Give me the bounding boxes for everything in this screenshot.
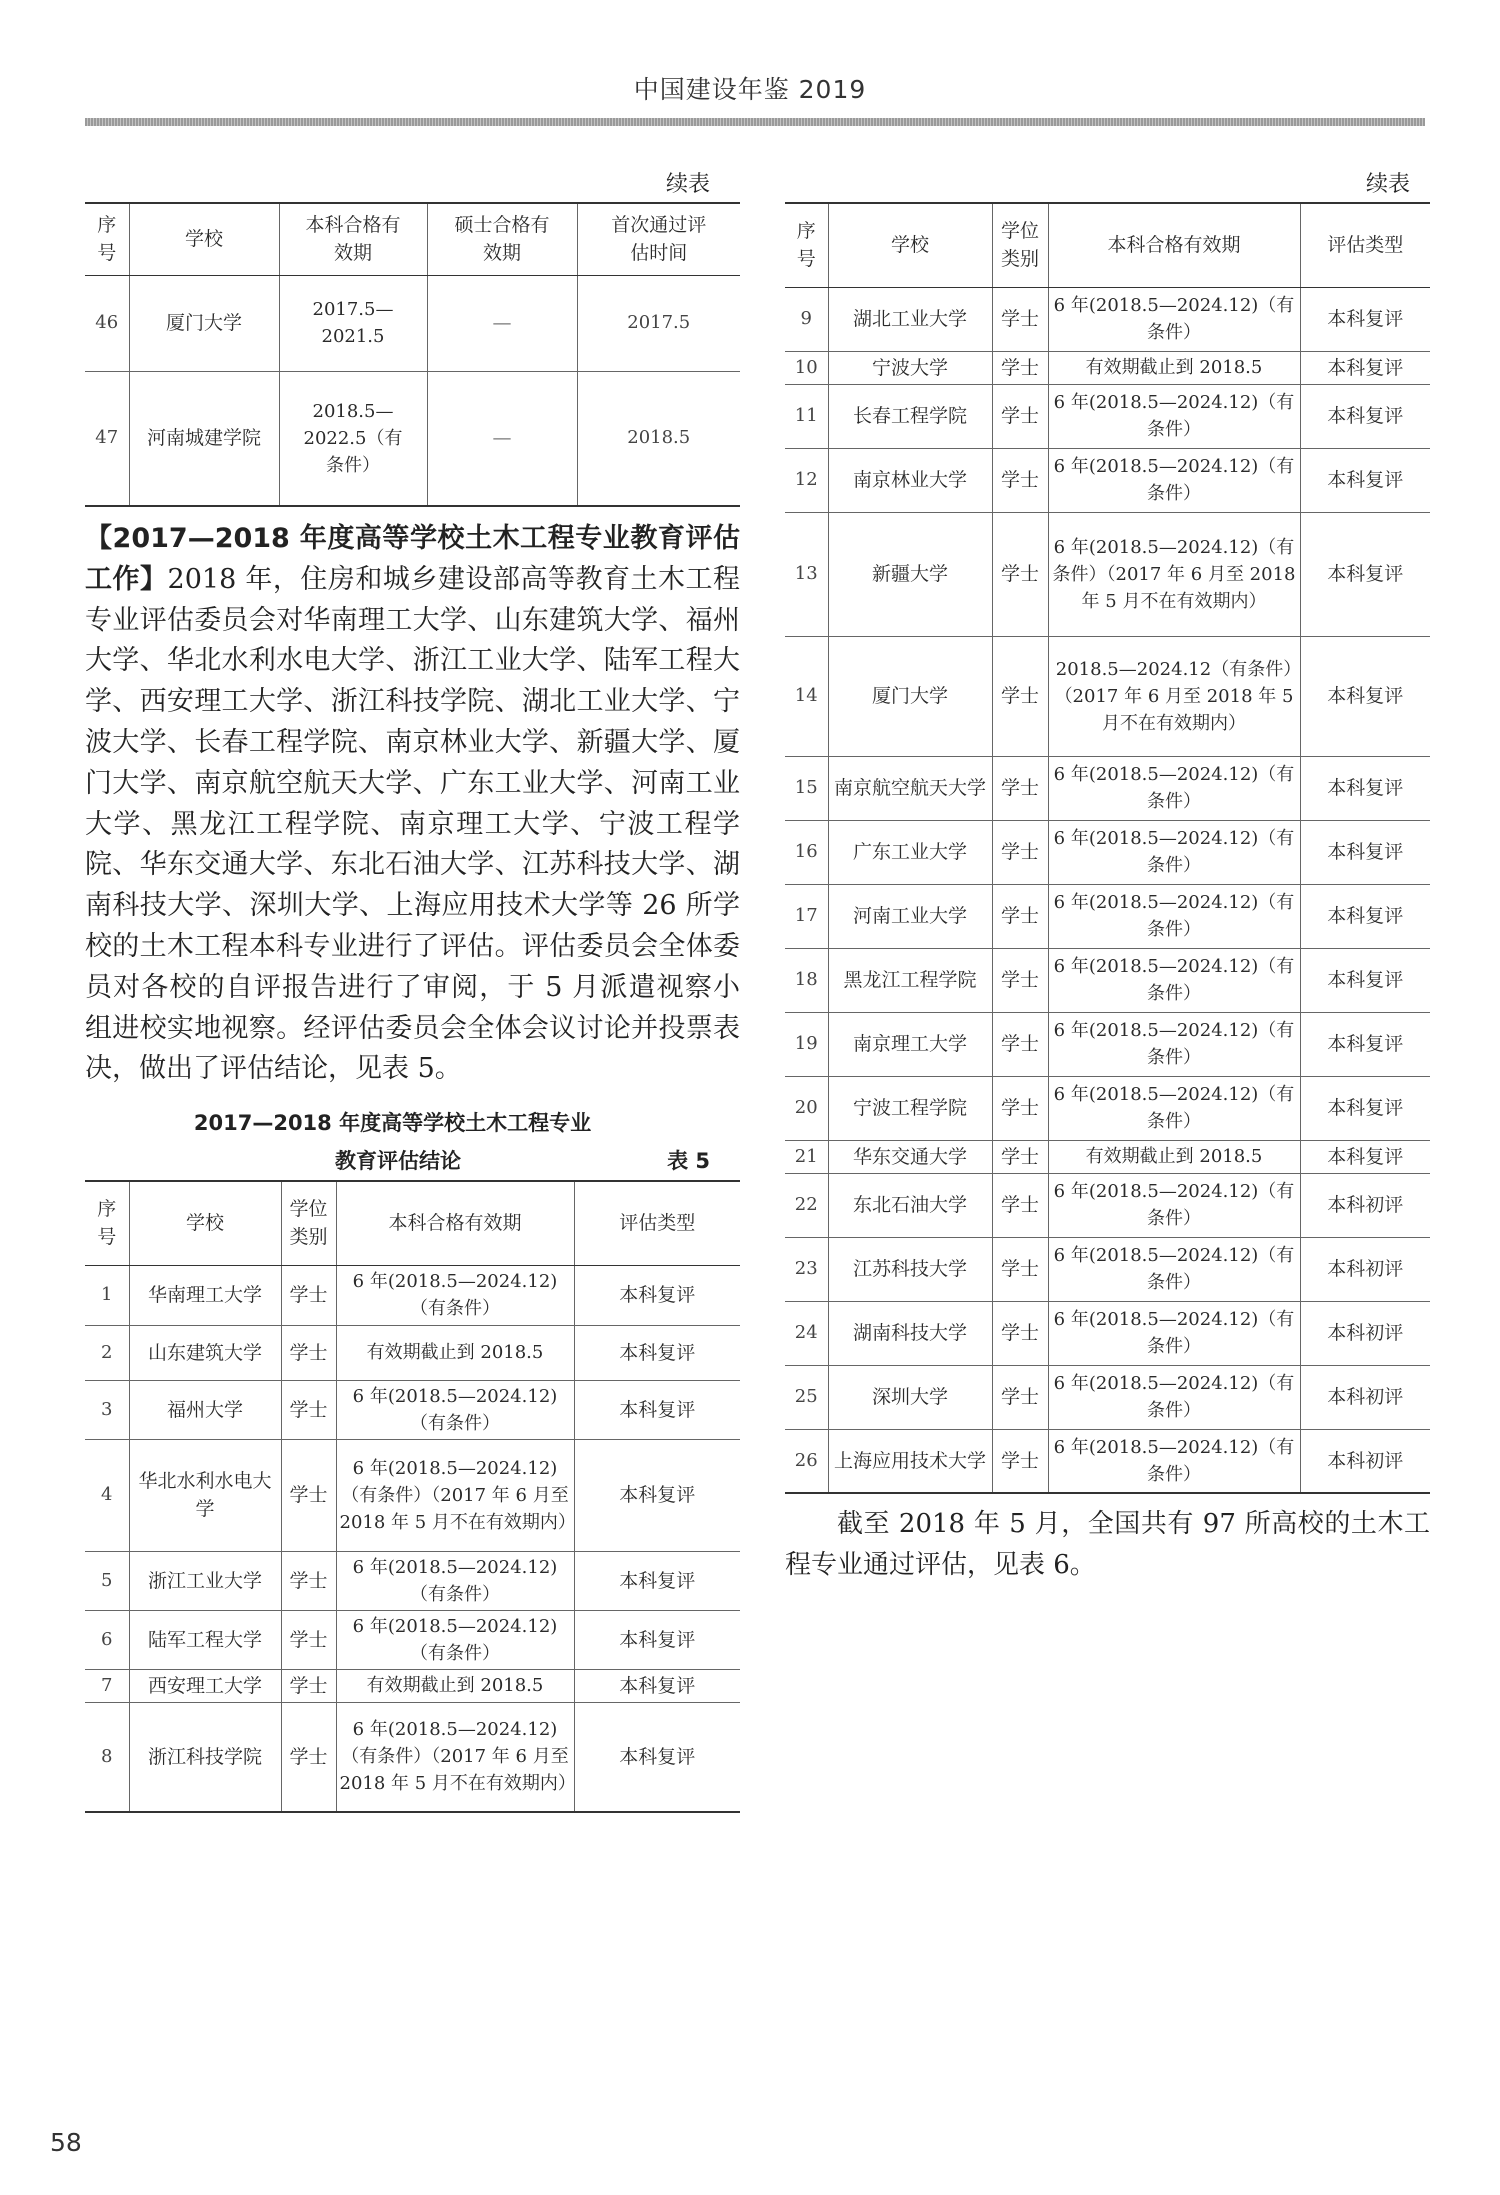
table-row [85, 1610, 740, 1669]
col-header-school: 学校 [828, 203, 992, 287]
continued-table [85, 202, 740, 507]
row-type: 本科初评 [1300, 1301, 1430, 1365]
row-degree: 学士 [281, 1325, 336, 1380]
row-first-pass: 2018.5 [577, 371, 740, 506]
row-no: 11 [785, 384, 828, 448]
row-degree: 学士 [992, 1301, 1048, 1365]
table-row [785, 1237, 1430, 1301]
table-row [85, 1325, 740, 1380]
row-period: 有效期截止到 2018.5 [336, 1325, 574, 1380]
row-type: 本科初评 [1300, 1173, 1430, 1237]
right-column [785, 168, 1430, 1586]
row-period: 6 年(2018.5—2024.12)（有条件） [1048, 1173, 1300, 1237]
col-header-school: 学校 [129, 1181, 281, 1265]
row-degree: 学士 [281, 1669, 336, 1702]
article-lead: 【2017—2018 年度高等学校土木工程专业教育评估工作】 [85, 523, 740, 595]
col-header-type: 评估类型 [1300, 203, 1430, 287]
row-school: 华南理工大学 [129, 1265, 281, 1325]
table-row [785, 1301, 1430, 1365]
article-body: 2018 年，住房和城乡建设部高等教育土木工程专业评估委员会对华南理工大学、山东建筑大学、福州大学、华北水利水电大学、浙江工业大学、陆军工程大学、西安理工大学、浙江科技学院、湖北工业大学、宁波大学、长春工程学院、南京林业大学、新疆大学、厦门大学、南京航空航天大学、广东工业大学、河南工业大学、黑龙江工程学院、南京理工大学、宁波工程学院、华东交通大学、东北石油大学、江苏科技大学、湖南科技大学、深圳大学、上海应用技术大学等 26 所学校的土木工程本科专业进行了评估。评估委员会全体委员对各校的自评报告进行了审阅，于 5 月派遣视察小组进校实地视察。经评估委员会全体会议讨论并投票表决，做出了评估结论，见表 5。 [85, 563, 740, 1085]
continued-label: 续表 [665, 172, 710, 197]
row-degree: 学士 [992, 287, 1048, 351]
table-row [85, 1702, 740, 1812]
row-period: 6 年(2018.5—2024.12)（有条件） [1048, 1301, 1300, 1365]
row-type: 本科复评 [1300, 1140, 1430, 1173]
row-period: 6 年(2018.5—2024.12)（有条件） [1048, 1365, 1300, 1429]
table-row [785, 1365, 1430, 1429]
table-row [85, 1265, 740, 1325]
row-degree: 学士 [992, 884, 1048, 948]
evaluation-table-left [85, 1180, 740, 1813]
table-row [85, 371, 740, 506]
col-header-no: 序号 [785, 203, 828, 287]
row-degree: 学士 [992, 1237, 1048, 1301]
row-degree: 学士 [281, 1610, 336, 1669]
row-no: 47 [85, 371, 129, 506]
row-period: 6 年(2018.5—2024.12)（有条件） [1048, 448, 1300, 512]
row-degree: 学士 [992, 636, 1048, 756]
table-row [785, 448, 1430, 512]
row-type: 本科复评 [574, 1325, 740, 1380]
col-header-degree: 学位类别 [281, 1181, 336, 1265]
row-master: — [427, 371, 577, 506]
left-column [85, 168, 740, 1813]
row-type: 本科复评 [1300, 351, 1430, 384]
row-school: 上海应用技术大学 [828, 1429, 992, 1493]
row-school: 浙江工业大学 [129, 1551, 281, 1610]
row-school: 长春工程学院 [828, 384, 992, 448]
row-period: 6 年(2018.5—2024.12)（有条件） [1048, 1429, 1300, 1493]
row-no: 18 [785, 948, 828, 1012]
row-period: 6 年(2018.5—2024.12)（有条件） [1048, 948, 1300, 1012]
row-type: 本科复评 [574, 1669, 740, 1702]
row-period: 6 年(2018.5—2024.12)（有条件） [336, 1380, 574, 1439]
row-degree: 学士 [281, 1551, 336, 1610]
row-period: 6 年(2018.5—2024.12)（有条件） [1048, 820, 1300, 884]
row-period: 6 年(2018.5—2024.12)（有条件） [1048, 384, 1300, 448]
row-school: 南京航空航天大学 [828, 756, 992, 820]
row-period: 2017.5—2021.5 [279, 275, 427, 371]
row-type: 本科复评 [1300, 1076, 1430, 1140]
row-type: 本科复评 [1300, 820, 1430, 884]
row-degree: 学士 [992, 756, 1048, 820]
row-type: 本科初评 [1300, 1237, 1430, 1301]
table-row [785, 1173, 1430, 1237]
row-degree: 学士 [992, 351, 1048, 384]
running-header: 中国建设年鉴 2019 [633, 75, 867, 104]
row-school: 河南城建学院 [129, 371, 279, 506]
col-header-degree: 学位类别 [992, 203, 1048, 287]
row-period: 2018.5—2024.12（有条件）（2017 年 6 月至 2018 年 5 月不在有效期内） [1048, 636, 1300, 756]
row-period: 6 年(2018.5—2024.12)（有条件）（2017 年 6 月至 2018 年 5 月不在有效期内） [1048, 512, 1300, 636]
row-degree: 学士 [992, 1365, 1048, 1429]
row-type: 本科初评 [1300, 1365, 1430, 1429]
row-type: 本科复评 [1300, 384, 1430, 448]
col-header-no: 序号 [85, 203, 129, 275]
table-row [785, 1076, 1430, 1140]
row-period: 6 年(2018.5—2024.12)（有条件） [336, 1265, 574, 1325]
row-school: 新疆大学 [828, 512, 992, 636]
row-period: 6 年(2018.5—2024.12)（有条件） [1048, 287, 1300, 351]
table-caption-line2 [85, 1142, 740, 1180]
row-no: 20 [785, 1076, 828, 1140]
table-row [785, 820, 1430, 884]
row-school: 宁波工程学院 [828, 1076, 992, 1140]
row-degree: 学士 [281, 1265, 336, 1325]
col-header-first-pass: 首次通过评估时间 [577, 203, 740, 275]
row-degree: 学士 [992, 384, 1048, 448]
row-degree: 学士 [281, 1439, 336, 1551]
row-school: 江苏科技大学 [828, 1237, 992, 1301]
row-degree: 学士 [992, 1076, 1048, 1140]
row-no: 24 [785, 1301, 828, 1365]
row-no: 25 [785, 1365, 828, 1429]
col-header-no: 序号 [85, 1181, 129, 1265]
row-period: 6 年(2018.5—2024.12)（有条件） [1048, 884, 1300, 948]
row-school: 福州大学 [129, 1380, 281, 1439]
table-row [785, 884, 1430, 948]
row-period: 6 年(2018.5—2024.12)（有条件）（2017 年 6 月至 2018 年 5 月不在有效期内） [336, 1439, 574, 1551]
table-row [785, 636, 1430, 756]
row-no: 7 [85, 1669, 129, 1702]
row-period: 6 年(2018.5—2024.12)（有条件） [336, 1610, 574, 1669]
row-type: 本科复评 [1300, 636, 1430, 756]
table-row [85, 1551, 740, 1610]
row-degree: 学士 [281, 1702, 336, 1812]
col-header-period: 本科合格有效期 [1048, 203, 1300, 287]
row-no: 16 [785, 820, 828, 884]
row-no: 1 [85, 1265, 129, 1325]
table-row [785, 351, 1430, 384]
row-no: 21 [785, 1140, 828, 1173]
table-row [85, 1669, 740, 1702]
row-no: 23 [785, 1237, 828, 1301]
row-degree: 学士 [992, 1173, 1048, 1237]
row-no: 10 [785, 351, 828, 384]
row-degree: 学士 [992, 820, 1048, 884]
row-school: 河南工业大学 [828, 884, 992, 948]
row-type: 本科复评 [1300, 287, 1430, 351]
row-degree: 学士 [281, 1380, 336, 1439]
row-type: 本科复评 [574, 1380, 740, 1439]
page-number: 58 [50, 2128, 82, 2157]
row-school: 华北水利水电大学 [129, 1439, 281, 1551]
row-school: 西安理工大学 [129, 1669, 281, 1702]
table-number: 表 5 [667, 1149, 710, 1174]
col-header-period: 本科合格有效期 [336, 1181, 574, 1265]
closing-paragraph: 截至 2018 年 5 月，全国共有 97 所高校的土木工程专业通过评估，见表 6。 [785, 1509, 1430, 1580]
row-school: 东北石油大学 [828, 1173, 992, 1237]
table-row [785, 384, 1430, 448]
row-no: 15 [785, 756, 828, 820]
row-master: — [427, 275, 577, 371]
row-no: 17 [785, 884, 828, 948]
row-degree: 学士 [992, 448, 1048, 512]
row-type: 本科复评 [1300, 884, 1430, 948]
col-header-type: 评估类型 [574, 1181, 740, 1265]
row-school: 广东工业大学 [828, 820, 992, 884]
row-school: 湖南科技大学 [828, 1301, 992, 1365]
row-type: 本科复评 [1300, 1012, 1430, 1076]
row-school: 陆军工程大学 [129, 1610, 281, 1669]
col-header-master: 硕士合格有效期 [427, 203, 577, 275]
table-caption-title: 教育评估结论 [335, 1149, 461, 1174]
table-row [785, 756, 1430, 820]
row-period: 6 年(2018.5—2024.12)（有条件） [1048, 1076, 1300, 1140]
row-period: 2018.5—2022.5（有条件） [279, 371, 427, 506]
table-row [785, 287, 1430, 351]
row-no: 8 [85, 1702, 129, 1812]
row-degree: 学士 [992, 1140, 1048, 1173]
table-row [785, 512, 1430, 636]
row-type: 本科复评 [574, 1439, 740, 1551]
row-school: 山东建筑大学 [129, 1325, 281, 1380]
row-school: 厦门大学 [129, 275, 279, 371]
table-caption: 2017—2018 年度高等学校土木工程专业 [193, 1111, 592, 1136]
table-row [85, 1380, 740, 1439]
row-school: 深圳大学 [828, 1365, 992, 1429]
table-row [785, 948, 1430, 1012]
table-row [85, 275, 740, 371]
row-type: 本科复评 [1300, 948, 1430, 1012]
row-period: 6 年(2018.5—2024.12)（有条件）（2017 年 6 月至 2018 年 5 月不在有效期内） [336, 1702, 574, 1812]
row-school: 南京理工大学 [828, 1012, 992, 1076]
row-no: 4 [85, 1439, 129, 1551]
row-period: 有效期截止到 2018.5 [1048, 1140, 1300, 1173]
row-school: 湖北工业大学 [828, 287, 992, 351]
row-type: 本科复评 [574, 1265, 740, 1325]
row-type: 本科复评 [574, 1702, 740, 1812]
row-degree: 学士 [992, 948, 1048, 1012]
row-no: 5 [85, 1551, 129, 1610]
row-degree: 学士 [992, 1012, 1048, 1076]
col-header-period: 本科合格有效期 [279, 203, 427, 275]
table-row [785, 1140, 1430, 1173]
row-type: 本科复评 [574, 1610, 740, 1669]
row-school: 浙江科技学院 [129, 1702, 281, 1812]
row-period: 6 年(2018.5—2024.12)（有条件） [336, 1551, 574, 1610]
row-no: 26 [785, 1429, 828, 1493]
row-period: 6 年(2018.5—2024.12)（有条件） [1048, 1237, 1300, 1301]
row-no: 19 [785, 1012, 828, 1076]
row-school: 厦门大学 [828, 636, 992, 756]
row-type: 本科复评 [1300, 756, 1430, 820]
article-paragraph [85, 519, 740, 1090]
row-school: 南京林业大学 [828, 448, 992, 512]
col-header-school: 学校 [129, 203, 279, 275]
row-type: 本科复评 [1300, 512, 1430, 636]
row-period: 有效期截止到 2018.5 [1048, 351, 1300, 384]
row-type: 本科初评 [1300, 1429, 1430, 1493]
row-type: 本科复评 [1300, 448, 1430, 512]
row-no: 2 [85, 1325, 129, 1380]
row-no: 13 [785, 512, 828, 636]
table-row [85, 1439, 740, 1551]
continued-label: 续表 [1365, 172, 1410, 197]
row-no: 3 [85, 1380, 129, 1439]
row-school: 黑龙江工程学院 [828, 948, 992, 1012]
row-no: 22 [785, 1173, 828, 1237]
row-period: 6 年(2018.5—2024.12)（有条件） [1048, 756, 1300, 820]
table-row [785, 1429, 1430, 1493]
row-no: 6 [85, 1610, 129, 1669]
row-no: 12 [785, 448, 828, 512]
row-school: 华东交通大学 [828, 1140, 992, 1173]
row-no: 9 [785, 287, 828, 351]
row-period: 有效期截止到 2018.5 [336, 1669, 574, 1702]
row-degree: 学士 [992, 1429, 1048, 1493]
row-school: 宁波大学 [828, 351, 992, 384]
row-no: 46 [85, 275, 129, 371]
row-no: 14 [785, 636, 828, 756]
table-row [785, 1012, 1430, 1076]
row-period: 6 年(2018.5—2024.12)（有条件） [1048, 1012, 1300, 1076]
row-first-pass: 2017.5 [577, 275, 740, 371]
header-rule [85, 118, 1425, 126]
row-type: 本科复评 [574, 1551, 740, 1610]
row-degree: 学士 [992, 512, 1048, 636]
evaluation-table-right [785, 202, 1430, 1494]
